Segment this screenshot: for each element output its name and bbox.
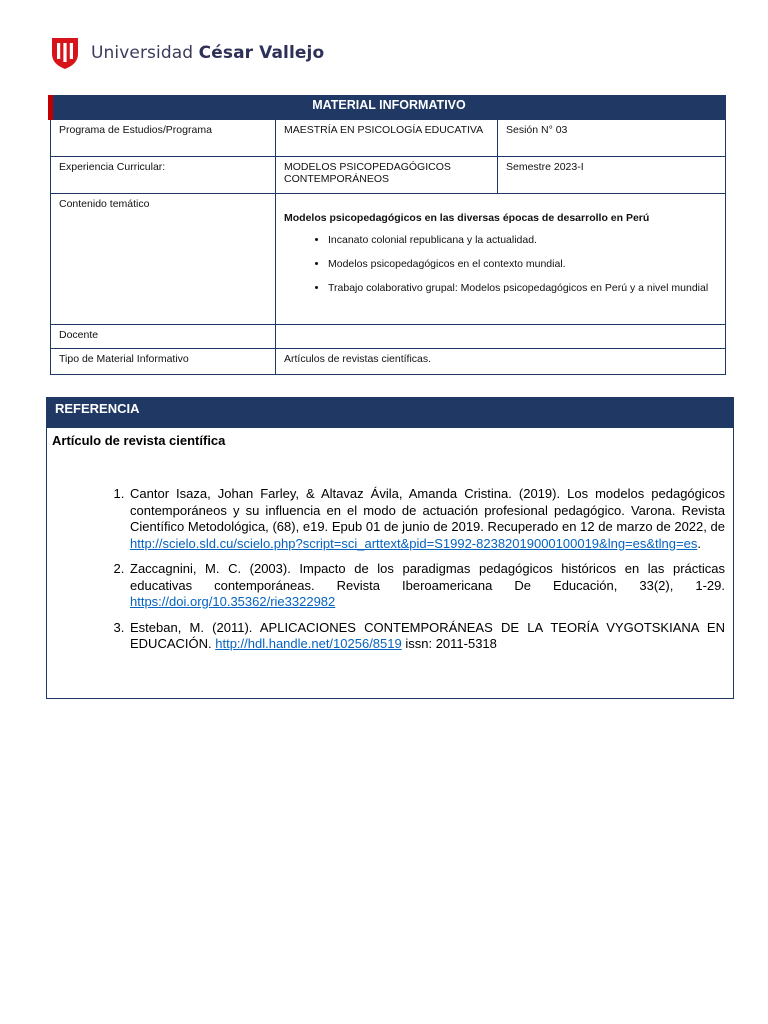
experience-label: Experiencia Curricular: [51, 157, 276, 194]
content-cell [276, 194, 726, 325]
list-item: • Modelos psicopedagógicos en el contexto mundial. [328, 258, 717, 271]
teacher-label: Docente [51, 325, 276, 349]
content-label: Contenido temático [51, 194, 276, 325]
table-title: MATERIAL INFORMATIVO [51, 96, 726, 120]
references-list [52, 486, 725, 653]
reference-link[interactable]: https://doi.org/10.35362/rie3322982 [130, 594, 336, 609]
program-value: MAESTRÍA EN PSICOLOGÍA EDUCATIVA [276, 120, 498, 157]
list-item: • Incanato colonial republicana y la actualidad. [328, 234, 717, 247]
logo-text: Universidad César Vallejo [91, 43, 325, 63]
references-table [46, 397, 734, 699]
material-type-value: Artículos de revistas científicas. [276, 349, 726, 375]
university-logo [50, 36, 324, 70]
material-info-table [48, 95, 726, 375]
content-list [284, 234, 717, 295]
ucv-shield-icon [50, 36, 80, 70]
experience-value: MODELOS PSICOPEDAGÓGICOS CONTEMPORÁNEOS [276, 157, 498, 194]
list-item: • Trabajo colaborativo grupal: Modelos psicopedagógicos en Perú y a nivel mundial [328, 282, 717, 295]
program-label: Programa de Estudios/Programa [51, 120, 276, 157]
reference-item: 2. Zaccagnini, M. C. (2003). Impacto de los paradigmas pedagógicos históricos en las prácticas educativas contemporáneas. Revista Iberoamericana De Educación, 33(2), 1-29. https://doi.org/10.35362/rie3322982 [128, 561, 725, 611]
references-title: REFERENCIA [47, 398, 734, 428]
semester: Semestre 2023-I [498, 157, 726, 194]
session-number: Sesión N° 03 [498, 120, 726, 157]
teacher-value [276, 325, 726, 349]
reference-link[interactable]: http://scielo.sld.cu/scielo.php?script=sci_arttext&pid=S1992-82382019000100019&lng=es&tlng=es [130, 535, 698, 551]
reference-item: 3. Esteban, M. (2011). APLICACIONES CONTEMPORÁNEAS DE LA TEORÍA VYGOTSKIANA EN EDUCACIÓN. http://hdl.handle.net/10256/8519 issn: 2011-5318 [128, 620, 725, 653]
content-title: Modelos psicopedagógicos en las diversas épocas de desarrollo en Perú [284, 212, 650, 224]
reference-item: 1. Cantor Isaza, Johan Farley, & Altavaz Ávila, Amanda Cristina. (2019). Los modelos pedagógicos contemporáneos y su influencia en el modo de actuación profesional pedagógico. Varona. Revista Científico Metodológica, (68), e19. Epub 01 de junio de 2019. Recuperado en 12 de marzo de 2022, de http://scielo.sld.cu/scielo.php?script=sci_arttext&pid=S1992-82382019000100019&lng=es&tlng=es. [128, 486, 725, 552]
references-body [47, 428, 734, 699]
references-subtitle: Artículo de revista científica [52, 433, 226, 448]
material-type-label: Tipo de Material Informativo [51, 349, 276, 375]
reference-link[interactable]: http://hdl.handle.net/10256/8519 [215, 636, 402, 651]
